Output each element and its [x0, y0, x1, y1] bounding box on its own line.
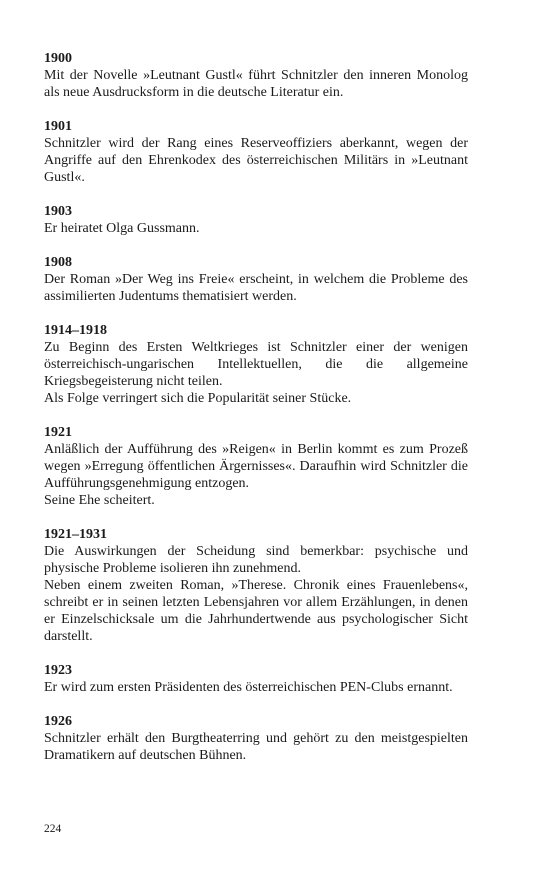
entry-text: Als Folge verringert sich die Popularität seiner Stücke.: [44, 391, 352, 406]
chronology-entry-1921-1931: [44, 526, 468, 645]
chronology-entry-1903: [44, 203, 468, 237]
entry-year: 1926: [44, 714, 72, 729]
chronology-entry-1900: [44, 50, 468, 101]
entry-year: 1921: [44, 425, 72, 440]
entry-year: 1921–1931: [44, 527, 107, 542]
entry-year: 1908: [44, 255, 72, 270]
entry-text: Er heiratet Olga Gussmann.: [44, 221, 200, 236]
entry-text: Schnitzler wird der Rang eines Reserveoffiziers aberkannt, wegen der Angriffe auf den Ehrenkodex des österreichischen Militärs in »Leutnant Gustl«.: [44, 136, 468, 185]
entry-year: 1923: [44, 663, 72, 678]
page-number: 224: [44, 823, 62, 835]
entry-text: Die Auswirkungen der Scheidung sind bemerkbar: psychische und physische Probleme isolieren ihn zunehmend.: [44, 544, 468, 576]
entry-text: Er wird zum ersten Präsidenten des österreichischen PEN-Clubs ernannt.: [44, 680, 453, 695]
chronology-entry-1901: [44, 118, 468, 186]
chronology-entry-1926: [44, 713, 468, 764]
entry-text: Schnitzler erhält den Burgtheaterring und gehört zu den meistgespielten Dramatikern auf deutschen Bühnen.: [44, 731, 468, 763]
entry-text: Mit der Novelle »Leutnant Gustl« führt Schnitzler den inneren Monolog als neue Ausdrucksform in die deutsche Literatur ein.: [44, 68, 468, 100]
entry-year: 1901: [44, 119, 72, 134]
chronology-entry-1923: [44, 662, 468, 696]
chronology-entry-1908: [44, 254, 468, 305]
entry-text: Neben einem zweiten Roman, »Therese. Chronik eines Frauenlebens«, schreibt er in seinen letzten Lebensjahren vor allem Erzählungen, in denen er Einzelschicksale um die Jahrhundertwende aus psychologischer Sicht darstellt.: [44, 578, 468, 644]
entry-year: 1914–1918: [44, 323, 107, 338]
chronology-entry-1914-1918: [44, 322, 468, 407]
entry-text: Seine Ehe scheitert.: [44, 493, 155, 508]
entry-text: Der Roman »Der Weg ins Freie« erscheint, in welchem die Probleme des assimilierten Judentums thematisiert werden.: [44, 272, 468, 304]
entry-text: Zu Beginn des Ersten Weltkrieges ist Schnitzler einer der wenigen österreichisch-ungarischen Intellektuellen, die die allgemeine Kriegsbegeisterung nicht teilen.: [44, 340, 468, 389]
entry-text: Anläßlich der Aufführung des »Reigen« in Berlin kommt es zum Prozeß wegen »Erregung öffentlichen Ärgernisses«. Daraufhin wird Schnitzler die Aufführungsgenehmigung entzogen.: [44, 442, 468, 491]
entry-year: 1900: [44, 51, 72, 66]
entry-year: 1903: [44, 204, 72, 219]
chronology-entry-1921: [44, 424, 468, 509]
chronology-page: [44, 50, 468, 781]
